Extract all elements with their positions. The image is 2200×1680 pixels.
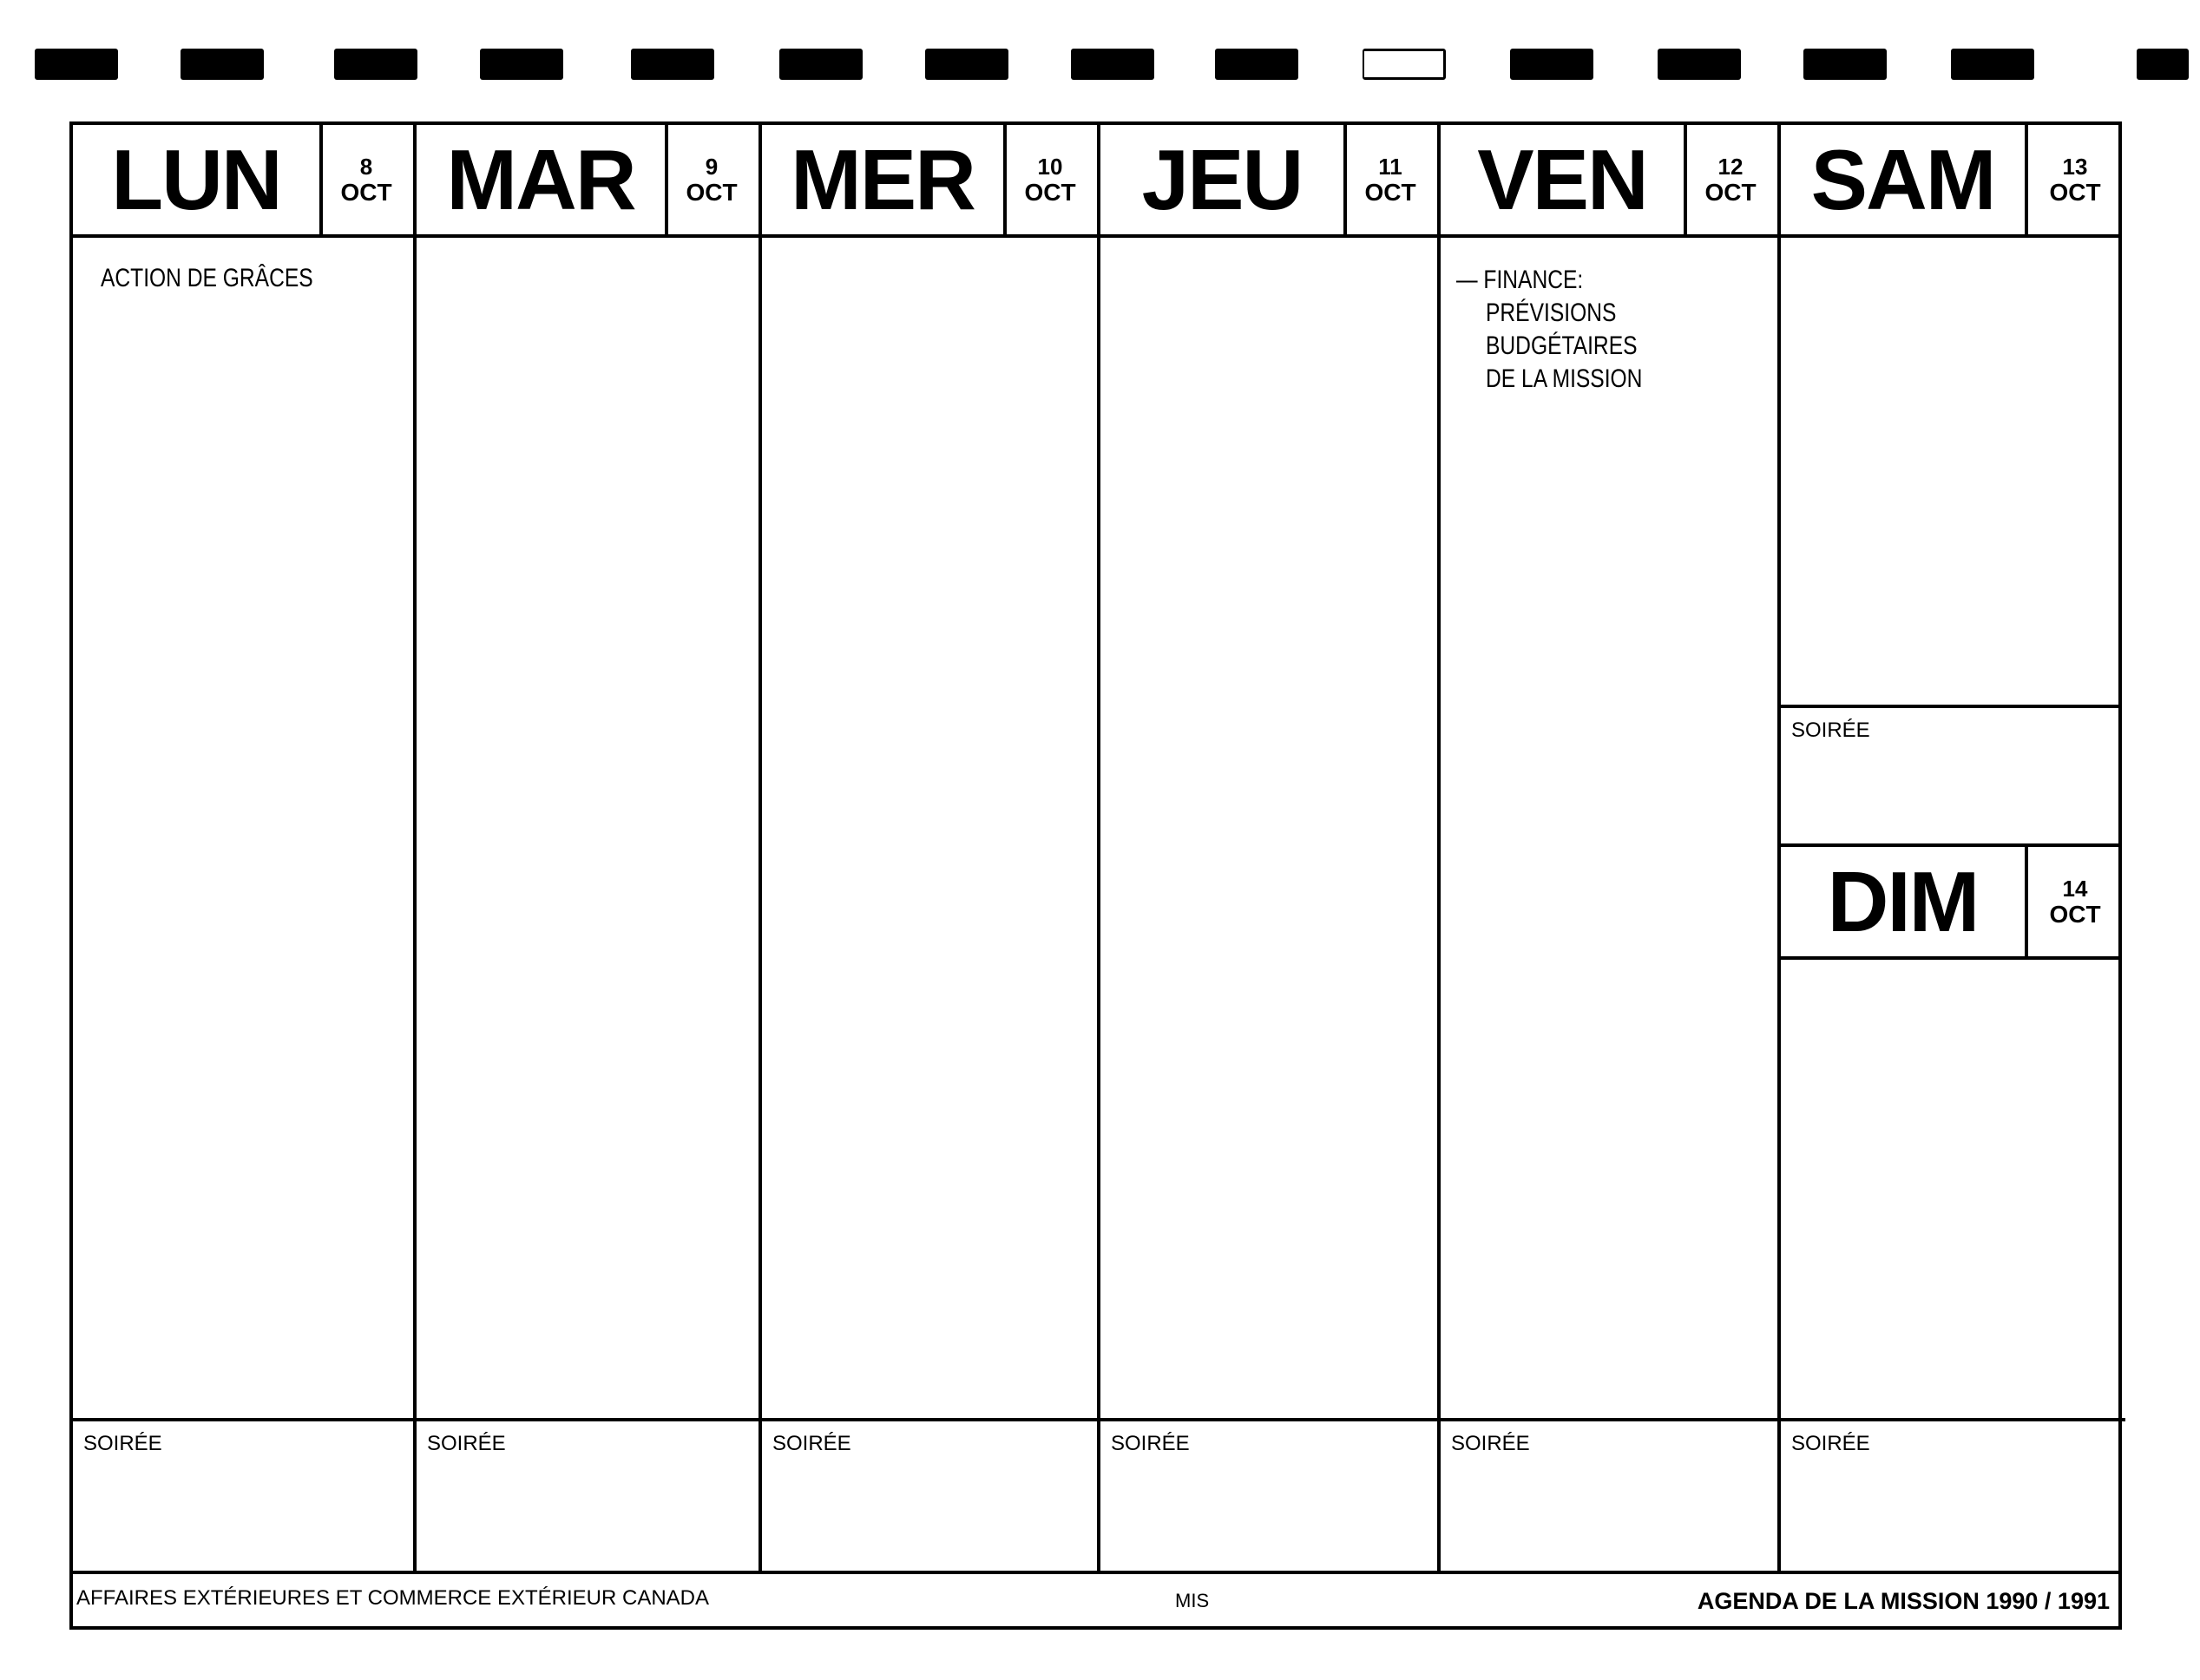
day-name: VEN xyxy=(1441,125,1687,234)
day-month: OCT xyxy=(340,179,392,206)
day-header-jeu xyxy=(1100,125,1437,238)
note-finance: DE LA MISSION xyxy=(1486,364,1643,393)
day-number: 12 xyxy=(1717,154,1744,180)
day-month: OCT xyxy=(1024,179,1076,206)
day-name: MAR xyxy=(417,125,668,234)
evening-box-dim xyxy=(1781,1421,2122,1571)
day-number: 14 xyxy=(2062,876,2088,902)
binding-hole xyxy=(631,49,714,80)
day-number: 13 xyxy=(2062,154,2088,180)
binding-holes xyxy=(0,0,2200,113)
day-column-ven xyxy=(1441,125,1781,1418)
binding-hole xyxy=(925,49,1008,80)
binding-hole xyxy=(1658,49,1741,80)
binding-hole xyxy=(1071,49,1154,80)
footer-code: MIS xyxy=(1175,1590,1210,1611)
note-action-de-graces: ACTION DE GRÂCES xyxy=(101,264,313,292)
binding-hole xyxy=(1803,49,1887,80)
day-name: MER xyxy=(762,125,1007,234)
day-column-jeu xyxy=(1100,125,1441,1418)
day-header-mar xyxy=(417,125,759,238)
day-month: OCT xyxy=(1364,179,1416,206)
day-header-dim xyxy=(1781,847,2122,960)
day-date xyxy=(319,125,413,234)
evening-label: SOIRÉE xyxy=(1111,1432,1190,1455)
day-number: 9 xyxy=(705,154,719,180)
binding-hole xyxy=(2137,49,2189,80)
day-name: JEU xyxy=(1100,125,1347,234)
day-month: OCT xyxy=(2049,179,2101,206)
binding-hole xyxy=(779,49,863,80)
evening-box-jeu xyxy=(1100,1421,1441,1571)
day-date xyxy=(1343,125,1437,234)
day-column-mar xyxy=(417,125,762,1418)
day-name: LUN xyxy=(73,125,323,234)
footer xyxy=(73,1571,2118,1626)
footer-department: AFFAIRES EXTÉRIEURES ET COMMERCE EXTÉRIEUR CANADA xyxy=(76,1586,710,1610)
day-month: OCT xyxy=(1704,179,1757,206)
note-finance: PRÉVISIONS xyxy=(1486,299,1617,327)
evening-label: SOIRÉE xyxy=(1791,1432,1870,1455)
note-finance: BUDGÉTAIRES xyxy=(1486,331,1638,360)
day-column-lun xyxy=(73,125,417,1418)
evening-label: SOIRÉE xyxy=(83,1432,162,1455)
evening-row xyxy=(73,1418,2125,1571)
day-column-sam-dim xyxy=(1781,125,2122,1418)
day-number: 10 xyxy=(1037,154,1063,180)
evening-label: SOIRÉE xyxy=(1451,1432,1530,1455)
day-date xyxy=(2028,847,2122,956)
binding-hole xyxy=(334,49,417,80)
evening-label: SOIRÉE xyxy=(772,1432,851,1455)
evening-box-lun xyxy=(73,1421,417,1571)
day-number: 11 xyxy=(1378,154,1402,180)
day-date xyxy=(665,125,759,234)
binding-hole xyxy=(1215,49,1298,80)
day-date xyxy=(1684,125,1777,234)
saturday-evening-box xyxy=(1781,705,2122,847)
day-header-lun xyxy=(73,125,413,238)
binding-hole xyxy=(480,49,563,80)
day-date xyxy=(1003,125,1097,234)
binding-hole xyxy=(181,49,264,80)
evening-label: SOIRÉE xyxy=(427,1432,506,1455)
day-number: 8 xyxy=(359,154,373,180)
day-name: SAM xyxy=(1781,125,2028,234)
note-finance: — FINANCE: xyxy=(1456,266,1584,294)
evening-box-ven xyxy=(1441,1421,1781,1571)
binding-hole xyxy=(1363,49,1446,80)
evening-box-mer xyxy=(762,1421,1100,1571)
day-month: OCT xyxy=(686,179,738,206)
evening-label: SOIRÉE xyxy=(1791,719,1870,742)
day-column-mer xyxy=(762,125,1100,1418)
evening-box-mar xyxy=(417,1421,762,1571)
weekly-agenda-sheet xyxy=(69,121,2122,1630)
day-header-ven xyxy=(1441,125,1777,238)
day-header-mer xyxy=(762,125,1097,238)
binding-hole xyxy=(1510,49,1593,80)
day-header-sam xyxy=(1781,125,2122,238)
day-name: DIM xyxy=(1781,847,2028,956)
day-date xyxy=(2028,125,2122,234)
binding-hole xyxy=(1951,49,2034,80)
footer-agenda-title: AGENDA DE LA MISSION 1990 / 1991 xyxy=(1697,1588,2110,1614)
binding-hole xyxy=(35,49,118,80)
day-month: OCT xyxy=(2049,901,2101,928)
